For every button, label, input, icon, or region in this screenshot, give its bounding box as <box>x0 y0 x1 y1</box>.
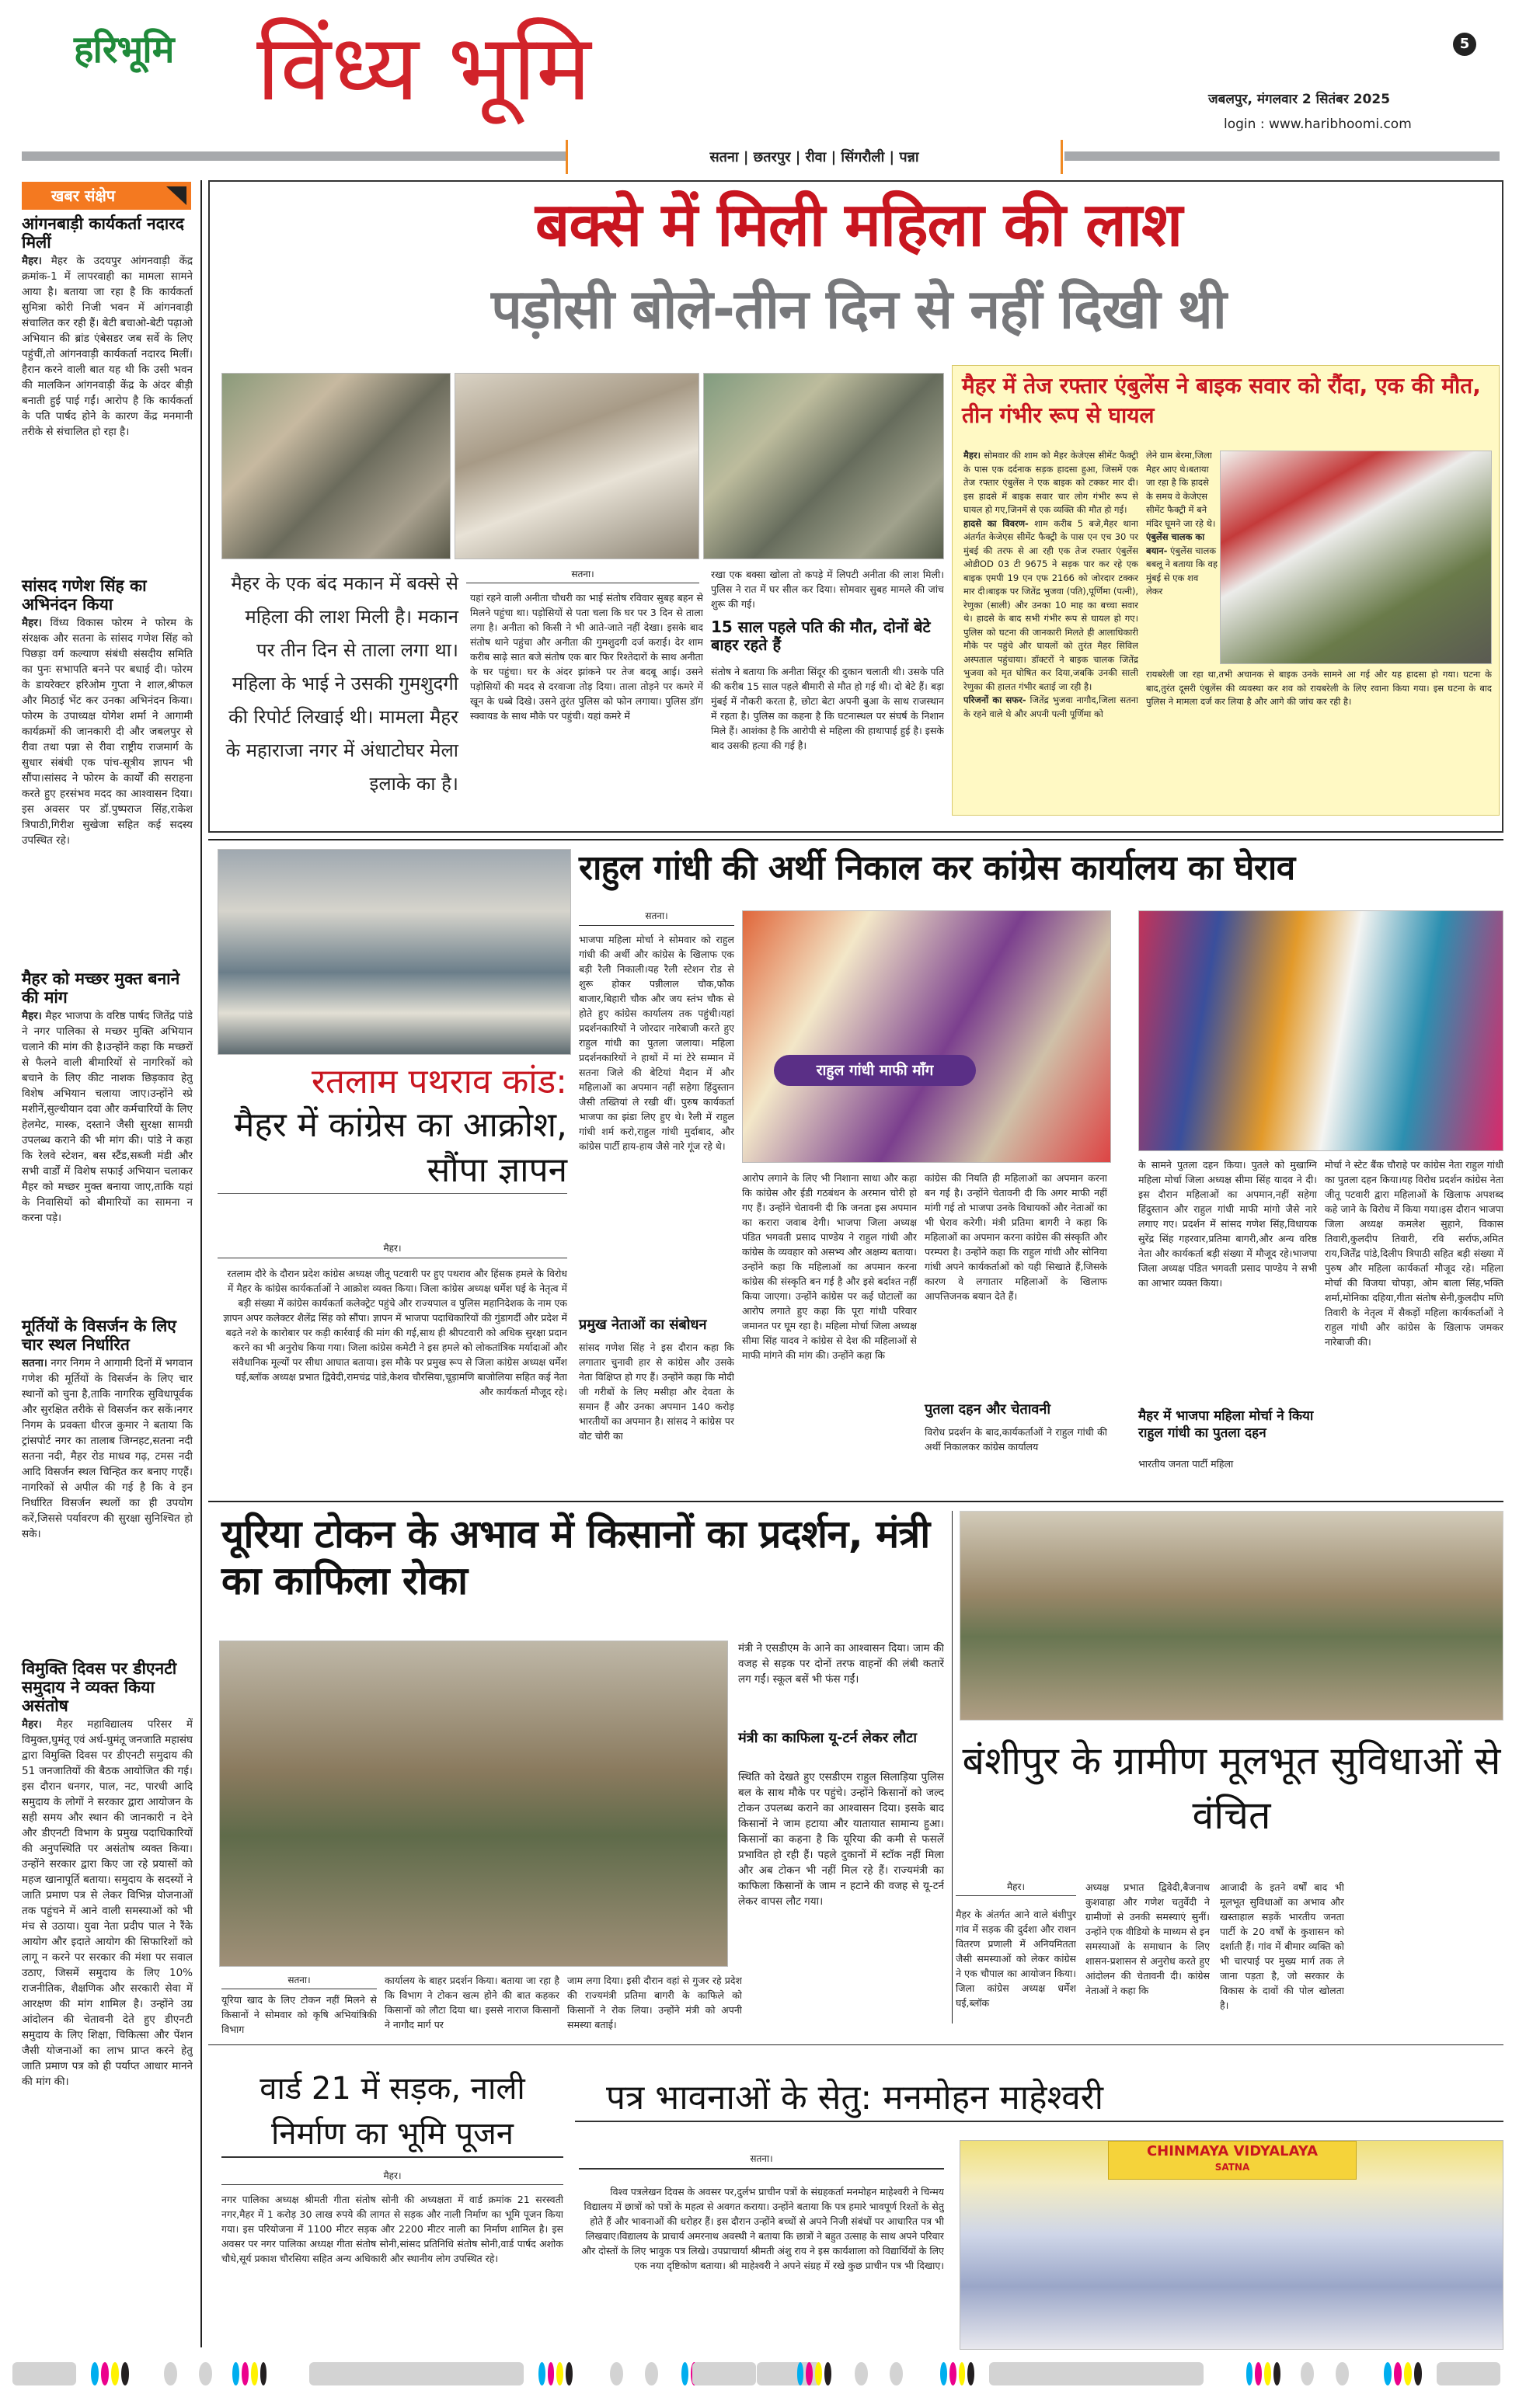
gray-dot <box>645 2362 658 2385</box>
lead-pull-quote: मैहर के एक बंद मकान में बक्से से महिला की लाश मिली है। मकान पर तीन दिन से ताला लगा था। महिला के भाई ने उसकी गुमशुदगी की रिपोर्ट लिखाई थी। मामला मैहर के महाराजा नगर में अंधाटोघर मेला इलाके का है। <box>225 572 458 795</box>
urea-subhead: मंत्री का काफिला यू-टर्न लेकर लौटा <box>738 1730 918 1746</box>
memorandum-photo <box>218 849 571 1055</box>
edition-title: विंध्य भूमि <box>256 14 591 121</box>
dateline: मैहर। <box>22 617 42 630</box>
effigy-photo <box>1138 910 1503 1151</box>
lead-col2-body: संतोष ने बताया कि अनीता सिंदूर की दुकान चलाती थी। उसके पति की करीब 15 साल पहले बीमारी से मौत हो गई थी। दो बेटे हैं। बड़ा मुंबई में नौकरी करता है, छोटा बेटा अपनी बुआ के साथ राजस्थान में रहता है। पुलिस का कहना है कि घटनास्थल पर संघर्ष के निशान मिले हैं। आशंका है कि आरोपी से महिला की हाथापाई हुई है। इसके बाद उसकी हत्या की गई है। <box>711 666 944 751</box>
rally-photo <box>742 910 1111 1163</box>
cmyk-group <box>1384 2362 1423 2385</box>
lead-photo-3 <box>703 373 944 559</box>
cmyk-group <box>1246 2362 1280 2385</box>
sidebar-item <box>22 1659 193 2323</box>
sidebar-item <box>22 969 193 1319</box>
ambulance-headline: मैहर में तेज रफ्तार एंबुलेंस ने बाइक सवार को रौंदा, एक की मौत, तीन गंभीर रूप से घायल <box>962 373 1481 428</box>
body-text: एंबुलेंस चालक बबलू ने बताया कि वह मुंबई से एक शव लेकर <box>1146 545 1218 597</box>
cmyk-group <box>91 2362 130 2385</box>
gray-dot <box>610 2362 623 2385</box>
banshipur-col3-cont <box>1356 1880 1500 2035</box>
letter-headline: पत्र भावनाओं के सेतु: मनमोहन माहेश्वरी <box>575 2072 1503 2122</box>
banner-title: CHINMAYA VIDYALAYA <box>1146 2143 1319 2159</box>
body-text: मैहर महाविद्यालय परिसर में विमुक्त,घुमंतू एवं अर्ध-घुमंतू जनजाति महासंघ द्वारा विमुक्ति दिवस पर डीएनटी समुदाय की 51 जनजातियों की बैठक आयोजित की गई। इस दौरान धनगर, पाल, नट, पारधी आदि समुदाय के लोगों ने सरकार द्वारा आयोजन के सही समय और स्थान की जानकारी न देने और डीएनटी विभाग के प्रमुख पदाधिकारियों की अनुपस्थिति पर असंतोष व्यक्त किया। उन्होंने सरकार द्वारा किए जा रहे प्रयासों को महज खानापूर्ति बताया। समुदाय के सदस्यों ने जाति प्रमाण पत्र से लेकर विभिन्न योजनाओं तक पहुंचने में आने वाली समस्याओं को भी मंच से उठाया। युवा नेता प्रदीप पाल ने रैंके आयोग और इदाते आयोग की सिफारिशों को लागू न करने पर सरकार की मंशा पर सवाल उठाए, जिसमें समुदाय के लिए 10% राजनीतिक, शैक्षणिक और सरकारी सेवा में आरक्षण की मांग शामिल है। उन्होंने उग्र आंदोलन की चेतावनी देते हुए डीएनटी समुदाय के लिए शिक्षा, चिकित्सा और पेंशन जैसी योजनाओं का लाभ प्राप्त करने हेतु जाति प्रमाण पत्र को ही पर्याप्त आधार मानने की मांग की। <box>22 1718 193 2089</box>
banshipur-col3: आजादी के इतने वर्षों बाद भी मूलभूत सुविधाओं का अभाव और खस्ताहाल सड़कें भारतीय जनता पार्टी के 20 वर्षों के कुशासन को दर्शाती हैं। गांव में बीमार व्यक्ति को भी चारपाई पर मुख्य मार्ग तक ले जाना पड़ता है, जो सरकार के विकास के दावों की पोल खोलता है। <box>1220 1881 1344 2011</box>
sidebar-item <box>22 576 193 941</box>
letter-dateline: सतना। <box>579 2152 944 2170</box>
sidebar-section-label <box>22 182 191 210</box>
issue-date: जबलपुर, मंगलवार 2 सितंबर 2025 <box>1208 92 1391 107</box>
gray-bar <box>989 2362 1204 2385</box>
brand-logo: हरिभूमि <box>74 28 174 71</box>
ambulance-col2 <box>1146 449 1218 651</box>
cmyk-group <box>797 2362 831 2385</box>
body-text: मैहर भाजपा के वरिष्ठ पार्षद जितेंद्र पांडे ने नगर पालिका से मच्छर मुक्ति अभियान चलाने की मांग की है।उन्होंने कहा कि मच्छरों से फैलने वाली बीमारियों से नागरिकों को बचाने के लिए कीट नाशक छिड़काव हेतु विशेष अभियान चलाया जाए।उन्होंने स्प्रे मशीनें,सुल्थीयान दवा और कर्मचारियों के लिए हेलमेट, मास्क, दस्ताने जैसी सुरक्षा सामग्री उपलब्ध कराने की भी मांग की। पांडे ने कहा कि रेलवे स्टेशन, बस स्टैंड,सब्जी मंडी और सभी वार्डों में विशेष सफाई अभियान चलाकर मैहर को मच्छर मुक्त बनाया जाए,ताकि यहां के निवासियों को बीमारियों का सामना न करना पड़े। <box>22 1010 193 1225</box>
urea-col1: यूरिया खाद के लिए टोकन नहीं मिलने से किसानों ने सोमवार को कृषि अभियांत्रिकी विभाग <box>221 1994 377 2035</box>
urea-col2: कार्यालय के बाहर प्रदर्शन किया। बताया जा रहा है कि विभाग ने टोकन खत्म होने की बात कहकर किसानों को लौटा दिया था। इससे नाराज किसानों ने नागौद मार्ग पर <box>385 1975 559 2030</box>
gray-bar <box>309 2362 524 2385</box>
page-number: 5 <box>1459 36 1470 52</box>
banner-text: राहुल गांधी माफी माँग <box>816 1062 934 1079</box>
sidebar-item-title: सांसद गणेश सिंह का अभिनंदन किया <box>22 576 147 614</box>
print-registration-marks <box>0 2360 1519 2387</box>
lead-dateline: सतना। <box>466 567 699 583</box>
sidebar-item-title: आंगनबाड़ी कार्यकर्ता नदारद मिलीं <box>22 214 184 252</box>
school-banner <box>1108 2141 1357 2180</box>
section-rule <box>208 839 1503 840</box>
lead-photo-2 <box>455 373 699 559</box>
urea-side-text: मंत्री ने एसडीएम के आने का आश्वासन दिया। जाम की वजह से सड़क पर दोनों तरफ वाहनों की लंबी कतारें लग गईं। स्कूल बसें भी फंस गईं। <box>738 1642 944 1686</box>
rahul-headline: राहुल गांधी की अर्थी निकाल कर कांग्रेस कार्यालय का घेराव <box>579 848 1295 888</box>
region-list: सतना | छतरपुर | रीवा | सिंगरौली | पन्ना <box>709 149 919 165</box>
masthead-rule-left <box>22 151 566 161</box>
body-text: शाम करीब 5 बजे,मैहर थाना अंतर्गत केजेएस सीमेंट फैक्ट्री के पास एन एच 30 पर मुंबई की तरफ से आ रही एक तेज रफ्तार एंबुलेंस ओडीOD 03 टी 9675 ने सड़क पार कर रहे एक बाइक एमपी 19 एन एफ 2166 को जोरदार टक्कर मार दी।बाइक पर जितेंद्र भुजवा (पति),पूर्णिमा (पत्नी), रेणुका (साली) और उनका 10 माह का बच्चा सवार थे। हादसे के बाद सभी गंभीर रूप से घायल हो गए। पुलिस को घटना की जानकारी मिलते ही आलाधिकारी मौके पर पहुंचे और घायलों को तुरंत मैहर सिविल अस्पताल पहुंचाया। डॉक्टरों ने बाइक चालक जितेंद्र भुजवा को मृत घोषित कर दिया,जबकि उनकी साली रेणुका की हालत गंभीर बताई जा रही है। <box>963 517 1138 692</box>
gray-bar <box>1437 2362 1500 2385</box>
rahul-col3: कांग्रेस की नियति ही महिलाओं का अपमान करना बन गई है। उन्होंने चेतावनी दी कि अगर माफी नहीं मांगी गई तो भाजपा उनके विधायकों और नेताओं का भी घेराव करेगी। मंत्री प्रतिमा बागरी ने कहा कि महिलाओं का अपमान करना कांग्रेस की संस्कृति और परम्परा है। उन्होंने कहा कि राहुल गांधी और सोनिया गांधी अपने कार्यकर्ताओं को यही सिखाते हैं,जिसके कारण वे लगातार महिलाओं के खिलाफ आपत्तिजनक बयान देते हैं। <box>925 1172 1107 1302</box>
gray-bar <box>692 2362 756 2385</box>
ward21-headline: वार्ड 21 में सड़क, नाली निर्माण का भूमि पूजन <box>221 2066 563 2158</box>
body-text: लेने ग्राम बेरमा,जिला मैहर आए थे।बताया जा रहा है कि हादसे के समय वे केजेएस सीमेंट फैक्ट्री में बने मंदिर घूमने जा रहे थे। <box>1146 450 1216 529</box>
ambulance-col1 <box>963 449 1138 806</box>
website-login[interactable]: login : www.haribhoomi.com <box>1224 117 1412 132</box>
page-number-badge <box>1453 33 1476 56</box>
gray-dot <box>1301 2362 1314 2385</box>
rahul-col4: के सामने पुतला दहन किया। पुतले को मुखाग्नि महिला मोर्चा जिला अध्यक्ष सीमा सिंह यादव ने दी। इस दौरान महिलाओं का अपमान,नहीं सहेगा हिंदुस्तान और राहुल गांधी माफी मांगो जैसे नारे लगाए गए। प्रदर्शन में सांसद गणेश सिंह,विधायक सुरेंद्र सिंह गहरवार,प्रतिमा बागरी,और अन्य वरिष्ठ नेता और कार्यकर्ता बड़ी संख्या में मौजूद रहे।भाजपा जिला अध्यक्ष पंडित भगवती प्रसाद पाण्डेय ने सभी का आभार व्यक्त किया। <box>1138 1159 1317 1289</box>
rahul-col4b: भारतीय जनता पार्टी महिला <box>1138 1458 1234 1470</box>
lead-in: हादसे का विवरण- <box>963 517 1029 529</box>
school-students-photo <box>960 2140 1503 2350</box>
lead-col1: यहां रहने वाली अनीता चौधरी का भाई संतोष रविवार सुबह बहन से मिलने पहुंचा था। पड़ोसियों से पता चला कि घर पर 3 दिन से ताला लगा है। अनीता को किसी ने भी आते-जाते नहीं देखा। इसके बाद संतोष थाने पहुंचा और अनीता की गुमशुदगी दर्ज कराई। देर शाम करीब साढ़े सात बजे संतोष एक बार फिर रिश्तेदारों के साथ अनीता के घर पहुंचा। घर के अंदर झांकने पर तेज बदबू आई। उसने पड़ोसियों की मदद से दरवाजा तोड़ दिया। ताला तोड़ने पर कमरे में खून के धब्बे दिखे। उसने तुरंत पुलिस को फोन लगाया। पुलिस डॉग स्क्वायड के साथ मौके पर पहुंची। यहां कमरे में <box>470 592 703 722</box>
urea-col3: जाम लगा दिया। इसी दौरान वहां से गुजर रहे प्रदेश की राज्यमंत्री प्रतिमा बागरी के काफिले को किसानों ने रोक लिया। उन्होंने मंत्री को अपनी समस्या बताई। <box>567 1975 742 2030</box>
rahul-dateline: सतना। <box>579 909 734 926</box>
lead-photo-1 <box>221 373 451 559</box>
banshipur-headline: बंशीपुर के ग्रामीण मूलभूत सुविधाओं से वंचित <box>962 1738 1501 1838</box>
ratlam-headline-red: रतलाम पथराव कांड: <box>311 1062 567 1101</box>
sidebar-item-body <box>22 1008 193 1319</box>
column-divider <box>952 1511 953 2023</box>
rahul-col1b: सांसद गणेश सिंह ने इस दौरान कहा कि लगातार चुनावी हार से कांग्रेस और उसके नेता विक्षिप्त हो गए हैं। उन्होंने कहा कि मोदी जी गरीबों के लिए मसीहा और देवता के समान हैं और उनका अपमान 140 करोड़ भारतीयों का अपमान है। सांसद ने कांग्रेस पर वोट चोरी का <box>579 1341 734 1442</box>
banner-subtitle: SATNA <box>1214 2162 1250 2173</box>
lead-in: मैहर। <box>963 450 981 461</box>
body-text: सोमवार की शाम को मैहर केजेएस सीमेंट फैक्ट्री के पास एक दर्दनाक सड़क हादसा हुआ, जिसमें एक तेज रफ्तार एंबुलेंस ने एक बाइक को टक्कर मार दी। इस हादसे में बाइक सवार चार लोग गंभीर रूप से घायल हो गए,जिनमें से एक व्यक्ति की मौत हो गई। <box>963 450 1138 515</box>
body-text: मैहर के उदयपुर आंगनवाड़ी केंद्र क्रमांक-1 में लापरवाही का मामला सामने आया है। बताया जा रहा है कि कार्यकर्ता सुमित्रा कोरी निजी भवन में आंगनवाड़ी संचालित कर रही हैं। बेटी बचाओ-बेटी पढ़ाओ अभियान की ब्रांड एंबेसडर जब सर्वे के लिए पहुंचीं,तो आंगनवाड़ी कार्यकर्ता नदारद मिलीं। हैरान करने वाली बात यह थी कि उसी भवन की मालकिन आंगनवाड़ी केंद्र के अंदर बीड़ी बनाती हुई पाई गईं। आरोप है कि कार्यकर्ता के पति पार्षद होने के कारण केंद्र मनमानी तरीके से संचालित हो रहा है। <box>22 255 193 439</box>
rahul-col5: मोर्चा ने स्टेट बैंक चौराहे पर कांग्रेस नेता राहुल गांधी का पुतला दहन किया।यह विरोध प्रदर्शन कांग्रेस नेता जीतू पटवारी द्वारा महिलाओं के खिलाफ अपशब्द कहे जाने के विरोध में किया गया।इस दौरान भाजपा जिला अध्यक्ष कमलेश सुहाने, विकास तिवारी,कुलदीप तिवारी, रवि सर्राफ,अमित राय,जिर्तेंद्र पांडे,दिलीप त्रिपाठी सहित बड़ी संख्या में पुरुष और महिला कार्यकर्ता मौजूद रहे। महिला मोर्चा की विजया चोपड़ा, ओम बाला सिंह,भक्ति शर्मा,मोनिका दहिया,गीता संतोष सेनी,कुलदीप मणि तिवारी के नेतृत्व में सैकड़ों महिला कार्यकर्ताओं ने राहुल गांधी और कांग्रेस के खिलाफ जमकर नारेबाजी की। <box>1325 1159 1503 1348</box>
rahul-subhead-1: प्रमुख नेताओं का संबोधन <box>579 1317 707 1333</box>
urea-side-text-2: स्थिति को देखते हुए एसडीएम राहुल सिलाड़िया पुलिस बल के साथ मौके पर पहुंचे। उन्होंने किसानों को जल्द टोकन उपलब्ध कराने का आश्वासन दिया। इसके बाद किसानों ने जाम हटाया और यातायात सामान्य हुआ। किसानों का कहना है कि यूरिया की कमी से फसलें प्रभावित हो रही हैं। पहले दुकानों में स्टॉक नहीं मिला और अब टोकन भी नहीं मिल रहे हैं। राज्यमंत्री का काफिला किसानों के जाम न हटाने की वजह से यू-टर्न लेकर वापस लौट गया। <box>738 1771 944 1908</box>
masthead-rule-right <box>1064 151 1500 161</box>
body-text: जितेंद्र भुजवा नागौद,जिला सतना के रहने वाले थे और अपनी पत्नी पूर्णिमा को <box>963 694 1138 719</box>
dateline: मैहर। <box>22 1010 42 1023</box>
sidebar-item <box>22 1317 193 1666</box>
cmyk-group <box>940 2362 974 2385</box>
sidebar-item-body <box>22 615 193 941</box>
sidebar-item <box>22 214 193 570</box>
gray-dot <box>855 2362 868 2385</box>
corner-triangle-icon <box>166 186 186 205</box>
gray-dot <box>890 2362 903 2385</box>
sidebar-item-body <box>22 253 193 570</box>
section-rule <box>208 2044 1503 2045</box>
gray-dot <box>199 2362 212 2385</box>
sidebar-item-title: मूर्तियों के विसर्जन के लिए चार स्थल निर्धारित <box>22 1317 176 1355</box>
ward21-body: नगर पालिका अध्यक्ष श्रीमती गीता संतोष सोनी की अध्यक्षता में वार्ड क्रमांक 21 सरस्वती नगर,मैहर में 1 करोड़ 30 लाख रुपये की लागत से सड़क और नाली निर्माण का भूमि पूजन किया गया। इस परियोजना में 1100 मीटर सड़क और 2200 मीटर नाली का निर्माण शामिल है। इस अवसर पर नगर पालिका अध्यक्ष गीता संतोष सोनी,सांसद प्रतिनिधि संतोष सोनी,वार्ड पार्षद अशोक चौधे,सूर्य प्रकाश चौरसिया सहित अन्य अधिकारी और स्थानीय लोग उपस्थित रहे। <box>221 2194 563 2264</box>
urea-dateline: सतना। <box>221 1973 377 1989</box>
rahul-col1: भाजपा महिला मोर्चा ने सोमवार को राहुल गांधी की अर्थी और कांग्रेस के खिलाफ एक बड़ी रैली निकाली।यह रैली स्टेशन रोड से शुरू होकर पन्नीलाल चौक,फौक बाजार,बिहारी चौक और जय स्तंभ चौक से होते हुए कांग्रेस कार्यालय तक पहुंची।यहां प्रदर्शनकारियों ने जोरदार नारेबाजी करते हुए राहुल गांधी का पुतला जलाया। महिला प्रदर्शनकारियों ने हाथों में मां टेरे सम्मान में सतना जिले की बेटियां मैदान में और महिलाओं का अपमान नहीं सहेगा हिंदुस्तान जैसी तख्तियां ले रखी थीं। पुरुष कार्यकर्ता भाजपा का झंडा लिए हुए थे। रैली में राहुल गांधी शर्म करो,राहुल गांधी मुर्दाबाद, और कांग्रेस पार्टी हाय-हाय जैसे नारे गूंज रहे थे। <box>579 934 734 1152</box>
rahul-col3b: विरोध प्रदर्शन के बाद,कार्यकर्ताओं ने राहुल गांधी की अर्थी निकालकर कांग्रेस कार्यालय <box>925 1426 1107 1453</box>
ambulance-col-bottom: रायबरेली जा रहा था,तभी अचानक से बाइक उनके सामने आ गई और यह हादसा हो गया। घटना के बाद,तुरंत दूसरी एंबुलेंस की व्यवस्था कर शव को रायबरेली के लिए रवाना किया गया। इस घटना के बाद पुलिस ने मामला दर्ज कर लिया है और आगे की जांच कर रही है। <box>1146 669 1492 707</box>
dateline: मैहर। <box>22 255 42 268</box>
banshipur-col1: मैहर के अंतर्गत आने वाले बंशीपुर गांव में सड़क की दुर्दशा और राशन वितरण प्रणाली में अनियमितता जैसी समस्याओं को लेकर कांग्रेस ने एक चौपाल का आयोजन किया। जिला कांग्रेस अध्यक्ष धर्मेश घई,ब्लॉक <box>956 1909 1076 2009</box>
rally-banner <box>774 1055 976 1086</box>
rahul-subhead-3: मैहर में भाजपा महिला मोर्चा ने किया राहुल गांधी का पुतला दहन <box>1138 1408 1314 1442</box>
sidebar-label-text: खबर संक्षेप <box>51 186 116 205</box>
farmers-photo <box>219 1641 728 1967</box>
letter-body: विश्व पत्रलेखन दिवस के अवसर पर,दुर्लभ प्राचीन पत्रों के संग्रहकर्ता मनमोहन माहेश्वरी ने चिन्मय विद्यालय में छात्रों को पत्रों के महत्व से अवगत कराया। उन्होंने बताया कि पत्र हमारे भावपूर्ण रिश्तों के सेतु होते हैं और भावनाओं की धरोहर हैं। इस दौरान उन्होंने बच्चों से अपने निजी संबंधों पर आधारित पत्र भी लिखवाए।विद्यालय के प्राचार्य अमरनाथ अवस्थी ने बताया कि छात्रों ने बहुत उत्साह के साथ अपने परिवार और दोस्तों के लिए भावुक पत्र लिखे। उपप्राचार्या श्रीमती अंशु राय ने इस कार्यशाला को विद्यार्थियों के लिए एक नया दृष्टिकोण बताया। श्री माहेश्वरी ने अपने संग्रह में रखे कुछ प्राचीन पत्र भी दिखाए। <box>581 2186 944 2271</box>
ratlam-body: रतलाम दौरे के दौरान प्रदेश कांग्रेस अध्यक्ष जीतू पटवारी पर हुए पथराव और हिंसक हमले के विरोध में मैहर के कांग्रेस कार्यकर्ताओं ने आक्रोश व्यक्त किया। जिला कांग्रेस अध्यक्ष धर्मेश घई के नेतृत्व में बड़ी संख्या में कांग्रेस कार्यकर्ता कलेक्ट्रेट पहुंचे और राज्यपाल व पुलिस महानिदेशक के नाम एक ज्ञापन अपर कलेक्टर शैलेंद्र सिंह को सौंपा। ज्ञापन में भाजपा पदाधिकारियों की गुंडागर्दी और प्रदेश में बढ़ते नशे के कारोबार पर कड़ी कार्रवाई की मांग की गई,साथ ही श्रीपटवारी को अधिक सुरक्षा प्रदान करने का भी अनुरोध किया गया। जिला कांग्रेस कमेटी ने इस हमले को लोकतांत्रिक मर्यादाओं और संवैधानिक मूल्यों पर सीधा आघात बताया। इस मौके पर प्रमुख रूप से जिला कांग्रेस अध्यक्ष धर्मेश घई,ब्लॉक अध्यक्ष प्रभात द्विवेदी,रामचंद्र पांडे,केशव चौरसिया,चूड़ामणि बाजोलिया सहित कई नेता और कार्यकर्ता मौजूद रहे। <box>223 1268 567 1397</box>
section-rule <box>208 1501 1503 1502</box>
rahul-col2: आरोप लगाने के लिए भी निशाना साधा और कहा कि कांग्रेस और ईडी गठबंधन के अरमान चोरी हो गए हैं। उन्होंने चेतावनी दी कि जनता इस अपमान का करारा जवाब देगी। भाजपा जिला अध्यक्ष पंडित भगवती प्रसाद पाण्डेय ने राहुल गांधी और कांग्रेस के व्यवहार को असभ्य और अक्षम्य बताया। उन्होंने कहा कि महिलाओं का अपमान करना कांग्रेस की संस्कृति बन गई है और इसे बर्दाश्त नहीं किया जाएगा। उन्होंने कांग्रेस पर कई घोटालों का आरोप लगाते हुए कहा कि पूरा गांधी परिवार जमानत पर घूम रहा है। महिला मोर्चा जिला अध्यक्ष सीमा सिंह यादव ने कांग्रेस से देश की महिलाओं से माफी मांगने की मांग की। उन्होंने कहा कि <box>742 1172 917 1361</box>
gray-dot <box>164 2362 177 2385</box>
cmyk-group <box>538 2362 573 2385</box>
lead-in: परिजनों का सफर- <box>963 694 1026 705</box>
gray-bar <box>12 2362 76 2385</box>
ratlam-dateline: मैहर। <box>218 1241 567 1258</box>
rahul-subhead-2: पुतला दहन और चेतावनी <box>925 1401 1051 1418</box>
sidebar-item-title: विमुक्ति दिवस पर डीएनटी समुदाय ने व्यक्त किया असंतोष <box>22 1659 177 1716</box>
ratlam-headline-black: मैहर में कांग्रेस का आक्रोश, सौंपा ज्ञापन <box>218 1103 567 1194</box>
cmyk-group <box>232 2362 267 2385</box>
dateline: मैहर। <box>22 1718 42 1731</box>
urea-headline: यूरिया टोकन के अभाव में किसानों का प्रदर्शन, मंत्री का काफिला रोका <box>221 1512 930 1603</box>
banshipur-col2: अध्यक्ष प्रभात द्विवेदी,बैजनाथ कुशवाहा और गणेश चतुर्वेदी ने ग्रामीणों से उनकी समस्याएं सुनीं। उन्होंने एक वीडियो के माध्यम से इन समस्याओं के समाधान के लिए शासन-प्रशासन से अनुरोध करते हुए आंदोलन की चेतावनी दी। कांग्रेस नेताओं ने कहा कि <box>1085 1881 1210 1996</box>
gray-dot <box>1336 2362 1349 2385</box>
lead-subhead: 15 साल पहले पति की मौत, दोनों बेटे बाहर रहते हैं <box>711 618 931 654</box>
lead-col2-top: रखा एक बक्सा खोला तो कपड़े में लिपटी अनीता की लाश मिली। पुलिस ने रात में घर सील कर दिया। सोमवार सुबह मामले की जांच शुरू की गई। <box>711 569 944 610</box>
sidebar-divider <box>200 180 202 2347</box>
ward21-dateline: मैहर। <box>221 2169 563 2185</box>
lead-headline-gray: पड़ोसी बोले-तीन दिन से नहीं दिखी थी <box>491 277 1226 341</box>
ambulance-photo <box>1220 451 1492 664</box>
sidebar-item-title: मैहर को मच्छर मुक्त बनाने की मांग <box>22 969 180 1007</box>
body-text: विंध्य विकास फोरम ने फोरम के संरक्षक और सतना के सांसद गणेश सिंह को पिछड़ा वर्ग कल्याण संबंधी संसदीय समिति का पुनः सभापति बनने पर बधाई दी। फोरम के डायरेक्टर हरिओम गुप्ता ने शाल,श्रीफल और मिठाई भेंट कर उनका अभिनंदन किया। फोरम के उपाध्यक्ष योगेश शर्मा ने आगामी कार्यक्रमों की जानकारी दी और जबलपुर से रीवा तथा पन्ना से रीवा राष्ट्रीय राजमार्ग के सुधार संबंधी एक पांच-सूत्रीय ज्ञापन भी सौंपा।सांसद ने फोरम के कार्यों की सराहना करते हुए हरसंभव मदद का आश्वासन दिया। इस अवसर पर डॉ.पुष्पराज सिंह,राकेश त्रिपाठी,गिरीश सुखेजा सहित कई सदस्य उपस्थित रहे। <box>22 617 193 847</box>
lead-in: एंबुलेंस चालक का बयान- <box>1146 531 1205 556</box>
body-text: नगर निगम ने आगामी दिनों में भगवान गणेश की मूर्तियों के विसर्जन के लिए चार स्थानों को चुना है,ताकि नागरिक सुविधापूर्वक और सुरक्षित तरीके से विसर्जन कर सकें।नगर निगम के प्रवक्ता धीरज कुमार ने बताया कि ट्रांसपोर्ट नगर का तालाब जिग्नहट,सतना नदी सतना नदी, मैहर रोड माधव गढ़, टमस नदी आदि विसर्जन स्थल चिन्हित कर बनाए गएहैं। नागरिकों से अपील की गई है कि वे इन निर्धारित विसर्जन स्थलों का ही उपयोग करें,जिससे पर्यावरण की सुरक्षा सुनिश्चित हो सके। <box>22 1357 193 1541</box>
sidebar-item-body <box>22 1717 193 2323</box>
sidebar-item-body <box>22 1355 193 1666</box>
banshipur-dateline: मैहर। <box>956 1880 1076 1896</box>
lead-headline-red: बक्से में मिली महिला की लाश <box>535 190 1183 260</box>
village-road-photo <box>960 1511 1503 1721</box>
dateline: सतना। <box>22 1357 47 1370</box>
